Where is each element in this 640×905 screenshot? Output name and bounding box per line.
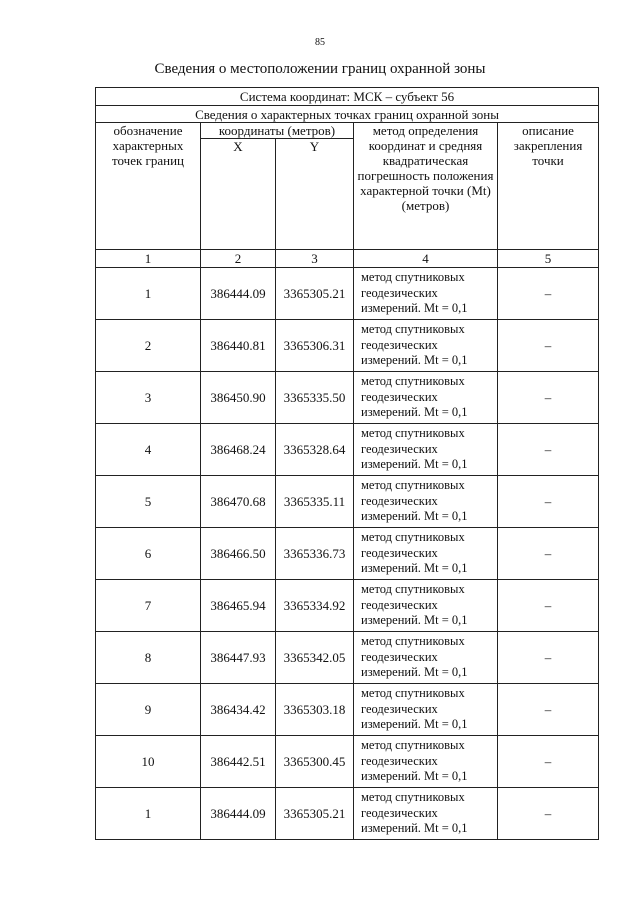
coordinate-system-cell: Система координат: МСК – субъект 56: [96, 88, 599, 106]
x-cell: 386444.09: [201, 268, 276, 320]
y-cell: 3365336.73: [276, 528, 354, 580]
y-cell: 3365334.92: [276, 580, 354, 632]
description-cell: –: [498, 580, 599, 632]
x-cell: 386447.93: [201, 632, 276, 684]
header-x: X: [201, 139, 276, 250]
method-cell: метод спутниковых геодезических измерений. Mt = 0,1: [354, 320, 498, 372]
table-row: [96, 372, 599, 424]
x-cell: 386434.42: [201, 684, 276, 736]
header-method: метод определения координат и средняя квадратическая погрешность положения характерной точки (Mt) (метров): [354, 123, 498, 250]
y-cell: 3365305.21: [276, 268, 354, 320]
point-cell: 2: [96, 320, 201, 372]
y-cell: 3365305.21: [276, 788, 354, 840]
x-cell: 386450.90: [201, 372, 276, 424]
description-cell: –: [498, 632, 599, 684]
column-number: 5: [498, 250, 599, 268]
x-cell: 386470.68: [201, 476, 276, 528]
method-cell: метод спутниковых геодезических измерений. Mt = 0,1: [354, 268, 498, 320]
table-row: [96, 580, 599, 632]
header-coords: координаты (метров): [201, 123, 354, 139]
x-cell: 386440.81: [201, 320, 276, 372]
x-cell: 386442.51: [201, 736, 276, 788]
point-cell: 10: [96, 736, 201, 788]
method-cell: метод спутниковых геодезических измерений. Mt = 0,1: [354, 528, 498, 580]
document-title: Сведения о местоположении границ охранной зоны: [154, 61, 486, 77]
point-cell: 9: [96, 684, 201, 736]
y-cell: 3365335.11: [276, 476, 354, 528]
section-title-cell: Сведения о характерных точках границ охранной зоны: [96, 106, 599, 123]
y-cell: 3365328.64: [276, 424, 354, 476]
point-cell: 4: [96, 424, 201, 476]
y-cell: 3365300.45: [276, 736, 354, 788]
y-cell: 3365306.31: [276, 320, 354, 372]
method-cell: метод спутниковых геодезических измерений. Mt = 0,1: [354, 372, 498, 424]
point-cell: 5: [96, 476, 201, 528]
point-cell: 1: [96, 268, 201, 320]
table-row: [96, 684, 599, 736]
table-row: [96, 736, 599, 788]
column-number: 2: [201, 250, 276, 268]
description-cell: –: [498, 788, 599, 840]
description-cell: –: [498, 476, 599, 528]
column-number: 1: [96, 250, 201, 268]
description-cell: –: [498, 736, 599, 788]
page-number: 85: [315, 37, 325, 48]
y-cell: 3365342.05: [276, 632, 354, 684]
method-cell: метод спутниковых геодезических измерений. Mt = 0,1: [354, 476, 498, 528]
description-cell: –: [498, 684, 599, 736]
table-row: [96, 528, 599, 580]
table-row: [96, 632, 599, 684]
method-cell: метод спутниковых геодезических измерений. Mt = 0,1: [354, 424, 498, 476]
point-cell: 7: [96, 580, 201, 632]
description-cell: –: [498, 528, 599, 580]
table-row: [96, 476, 599, 528]
header-y: Y: [276, 139, 354, 250]
method-cell: метод спутниковых геодезических измерений. Mt = 0,1: [354, 580, 498, 632]
table-row: [96, 788, 599, 840]
column-number: 3: [276, 250, 354, 268]
x-cell: 386466.50: [201, 528, 276, 580]
description-cell: –: [498, 424, 599, 476]
point-cell: 8: [96, 632, 201, 684]
description-cell: –: [498, 320, 599, 372]
method-cell: метод спутниковых геодезических измерений. Mt = 0,1: [354, 788, 498, 840]
table-row: [96, 424, 599, 476]
header-designation: обозначение характерных точек границ: [96, 123, 201, 250]
table-row: [96, 268, 599, 320]
description-cell: –: [498, 372, 599, 424]
point-cell: 3: [96, 372, 201, 424]
y-cell: 3365303.18: [276, 684, 354, 736]
x-cell: 386465.94: [201, 580, 276, 632]
method-cell: метод спутниковых геодезических измерений. Mt = 0,1: [354, 736, 498, 788]
column-number: 4: [354, 250, 498, 268]
description-cell: –: [498, 268, 599, 320]
x-cell: 386444.09: [201, 788, 276, 840]
x-cell: 386468.24: [201, 424, 276, 476]
header-description: описание закрепления точки: [498, 123, 599, 250]
method-cell: метод спутниковых геодезических измерений. Mt = 0,1: [354, 684, 498, 736]
coordinates-table: [95, 87, 599, 840]
point-cell: 1: [96, 788, 201, 840]
table-row: [96, 320, 599, 372]
method-cell: метод спутниковых геодезических измерений. Mt = 0,1: [354, 632, 498, 684]
point-cell: 6: [96, 528, 201, 580]
y-cell: 3365335.50: [276, 372, 354, 424]
